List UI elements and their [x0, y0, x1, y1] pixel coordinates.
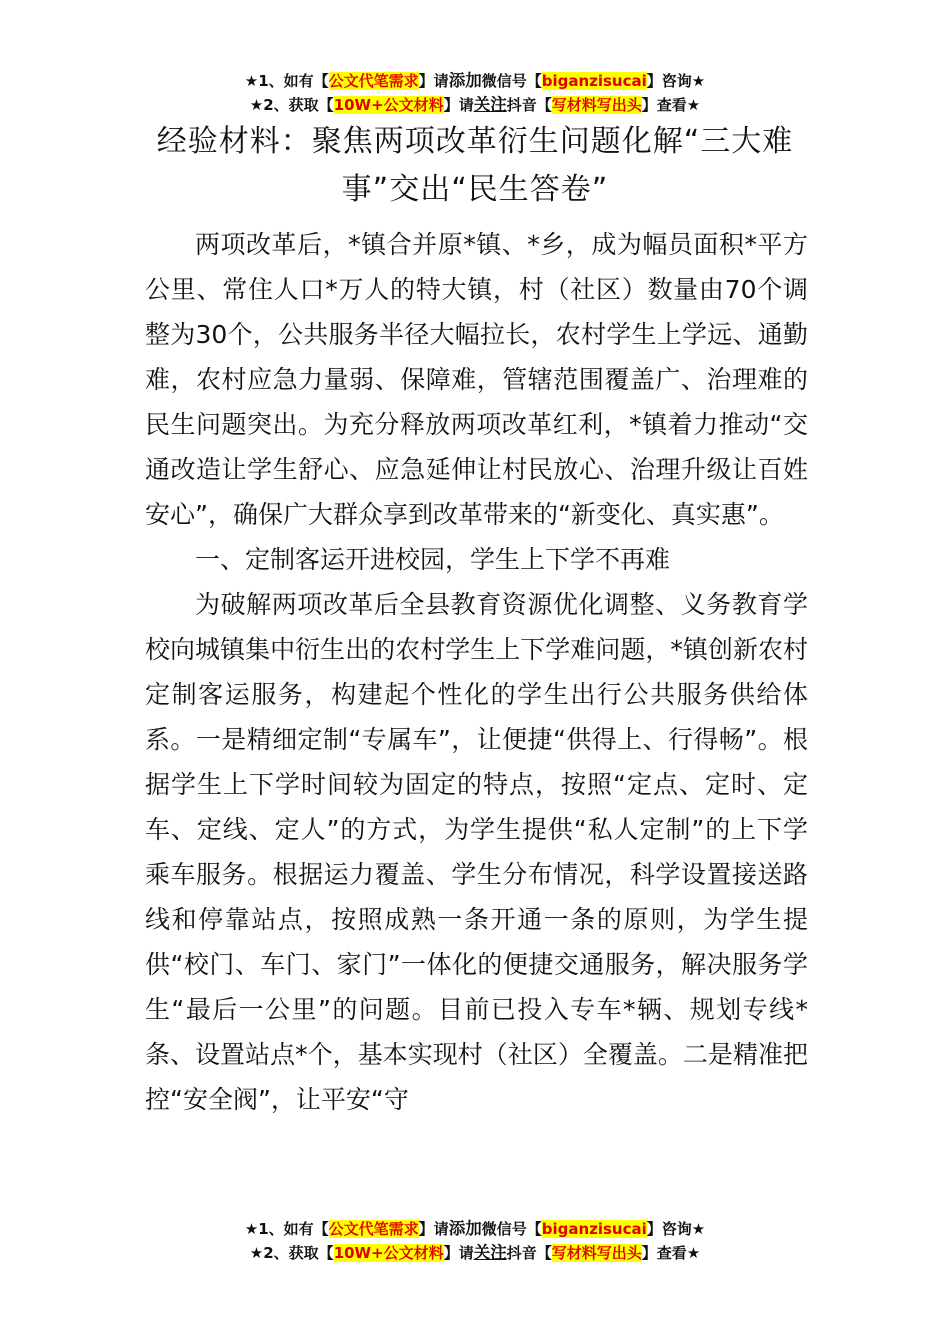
document-title: 经验材料：聚焦两项改革衍生问题化解“三大难事”交出“民生答卷”: [156, 124, 794, 207]
promo-line-1: [0, 69, 950, 93]
promo-text: 】请: [443, 96, 474, 114]
promo-text: 】请: [443, 1244, 474, 1262]
document-body: [145, 222, 808, 1122]
promo-text: 】咨询★: [646, 1220, 706, 1238]
promo-text: 抖音【: [506, 1244, 552, 1262]
footer-promo-banner: [0, 1217, 950, 1265]
promo-text: ★1、如有【: [244, 72, 329, 90]
promo-highlight: 公文代笔需求: [328, 72, 419, 90]
promo-douyin-id: 写材料写出头: [551, 96, 642, 114]
promo-line-2: [0, 93, 950, 117]
promo-text: 微信号【: [481, 72, 542, 90]
promo-text: 】查看★: [641, 96, 701, 114]
promo-text: 】咨询★: [646, 72, 706, 90]
header-promo-banner: [0, 69, 950, 117]
promo-text: 】请: [418, 72, 449, 90]
promo-emphasis: 添加: [448, 71, 482, 90]
body-paragraph: 为破解两项改革后全县教育资源优化调整、义务教育学校向城镇集中衍生出的农村学生上下学难问题，*镇创新农村定制客运服务，构建起个性化的学生出行公共服务供给体系。一是精细定制“专属车”，让便捷“供得上、行得畅”。根据学生上下学时间较为固定的特点，按照“定点、定时、定车、定线、定人”的方式，为学生提供“私人定制”的上下学乘车服务。根据运力覆盖、学生分布情况，科学设置接送路线和停靠站点，按照成熟一条开通一条的原则，为学生提供“校门、车门、家门”一体化的便捷交通服务，解决服务学生“最后一公里”的问题。目前已投入专车*辆、规划专线*条、设置站点*个，基本实现村（社区）全覆盖。二是精准把控“安全阀”，让平安“守: [145, 590, 808, 1114]
promo-text: 抖音【: [506, 96, 552, 114]
promo-text: 】请: [418, 1220, 449, 1238]
promo-text: 微信号【: [481, 1220, 542, 1238]
section-heading: 一、定制客运开进校园，学生上下学不再难: [195, 545, 671, 574]
promo-wechat-id: biganzisucai: [541, 1220, 647, 1238]
promo-line-2: [0, 1241, 950, 1265]
promo-emphasis: 添加: [448, 1219, 482, 1238]
promo-text: 】查看★: [641, 1244, 701, 1262]
promo-line-1: [0, 1217, 950, 1241]
promo-highlight: 10W+公文材料: [333, 1244, 444, 1262]
promo-wechat-id: biganzisucai: [541, 72, 647, 90]
promo-text: ★2、获取【: [249, 96, 334, 114]
promo-emphasis: 关注: [473, 1243, 507, 1262]
body-paragraph: 两项改革后，*镇合并原*镇、*乡，成为幅员面积*平方公里、常住人口*万人的特大镇，村（社区）数量由70个调整为30个，公共服务半径大幅拉长，农村学生上学远、通勤难，农村应急力量弱、保障难，管辖范围覆盖广、治理难的民生问题突出。为充分释放两项改革红利，*镇着力推动“交通改造让学生舒心、应急延伸让村民放心、治理升级让百姓安心”，确保广大群众享到改革带来的“新变化、真实惠”。: [145, 230, 808, 529]
promo-text: ★1、如有【: [244, 1220, 329, 1238]
promo-douyin-id: 写材料写出头: [551, 1244, 642, 1262]
promo-emphasis: 关注: [473, 95, 507, 114]
promo-text: ★2、获取【: [249, 1244, 334, 1262]
promo-highlight: 10W+公文材料: [333, 96, 444, 114]
promo-highlight: 公文代笔需求: [328, 1220, 419, 1238]
